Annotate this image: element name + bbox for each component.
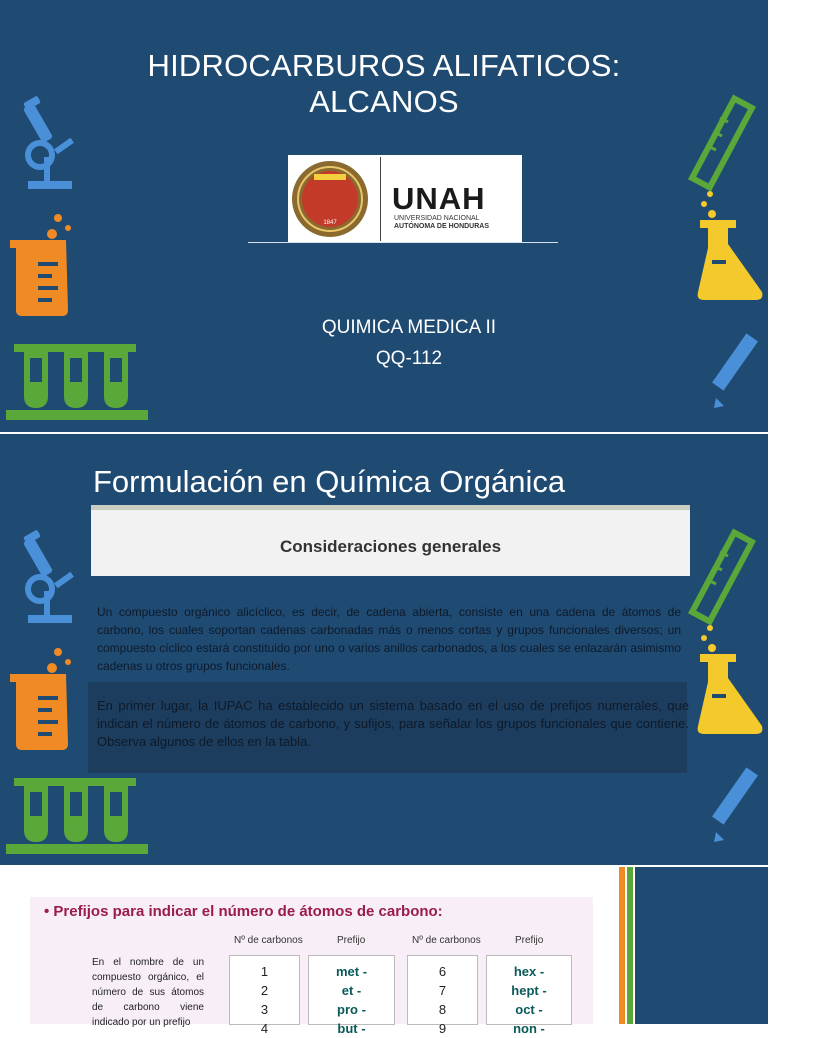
test-tubes-icon [6, 772, 150, 856]
table-cell: 9 [438, 1021, 447, 1036]
left-number-list [229, 962, 300, 1038]
divider [248, 242, 558, 243]
table-cell: 4 [260, 1021, 269, 1036]
column-header-prefix-right: Prefijo [515, 935, 544, 946]
table-cell: 1 [260, 964, 269, 979]
accent-strip-orange [619, 867, 625, 1024]
seal-year: 1847 [323, 220, 337, 226]
table-cell: hept - [511, 983, 547, 998]
table-cell: but - [337, 1021, 366, 1036]
right-prefix-list [486, 962, 572, 1038]
prefix-description: En el nombre de un compuesto orgánico, el número de sus átomos de carbono viene indicado por un prefijo [92, 957, 204, 1028]
column-header-carbons-left: Nº de carbonos [234, 935, 303, 946]
section-box [91, 505, 690, 576]
pencil-icon [712, 766, 762, 842]
slide-prefixes [0, 867, 768, 1036]
microscope-icon [18, 529, 80, 629]
table-cell: non - [513, 1021, 545, 1036]
unah-logo [288, 155, 522, 243]
right-number-list [407, 962, 478, 1038]
table-cell: met - [335, 964, 368, 979]
table-cell: 8 [438, 1002, 447, 1017]
table-cell: hex - [513, 964, 545, 979]
slide-title [0, 0, 768, 432]
title-line-2: ALCANOS [309, 84, 459, 119]
accent-panel-blue [635, 867, 768, 1024]
table-cell: et - [341, 983, 362, 998]
ruler-icon [694, 532, 754, 622]
university-seal [292, 161, 368, 237]
accent-strip-green [627, 867, 633, 1024]
table-cell: 7 [438, 983, 447, 998]
beaker-icon [6, 644, 86, 754]
table-cell: oct - [515, 1002, 543, 1017]
course-name: QUIMICA MEDICA II [321, 317, 497, 338]
course-code: QQ-112 [375, 348, 443, 369]
course-info [0, 312, 818, 374]
column-header-carbons-right: Nº de carbonos [412, 935, 481, 946]
flask-icon [696, 622, 766, 738]
paragraph-intro: Un compuesto orgánico alicíclico, es decir, de cadena abierta, consiste en una cadena de átomos de carbono, los cuales soportan cadenas carbonadas más o menos cortas y grupos funcionales diversos; un compuesto cíclico estará constituido por uno o varios anillos carbonados, a los cuales se enlazarán asimismo cadenas u otros grupos funcionales. [97, 605, 681, 673]
logo-subtitle [394, 215, 489, 231]
beaker-icon [6, 210, 86, 320]
paragraph-iupac: En primer lugar, la IUPAC ha establecido un sistema basado en el uso de prefijos numerales, que indican el número de átomos de carbono, y sufijos, para señalar los grupos funcionales que contiene. Observa algunos de ellos en la tabla. [97, 698, 689, 749]
table-cell: 3 [260, 1002, 269, 1017]
logo-subtitle-line-1: UNIVERSIDAD NACIONAL [394, 215, 480, 222]
table-cell: pro - [337, 1002, 366, 1017]
section-title: Consideraciones generales [279, 537, 502, 556]
left-prefix-list [308, 962, 395, 1038]
title-line-1: HIDROCARBUROS ALIFATICOS: [147, 48, 621, 83]
logo-text: UNAH [392, 181, 486, 216]
flask-icon [696, 188, 766, 304]
column-header-prefix-left: Prefijo [337, 935, 366, 946]
logo-subtitle-line-2: AUTÓNOMA DE HONDURAS [394, 223, 490, 230]
table-cell: 2 [260, 983, 269, 998]
table-cell: 6 [438, 964, 447, 979]
slide-formulation [0, 434, 768, 865]
prefix-heading: • Prefijos para indicar el número de átomos de carbono: [44, 903, 443, 920]
slide-title-heading [0, 48, 768, 120]
slide-heading: Formulación en Química Orgánica [93, 464, 566, 499]
